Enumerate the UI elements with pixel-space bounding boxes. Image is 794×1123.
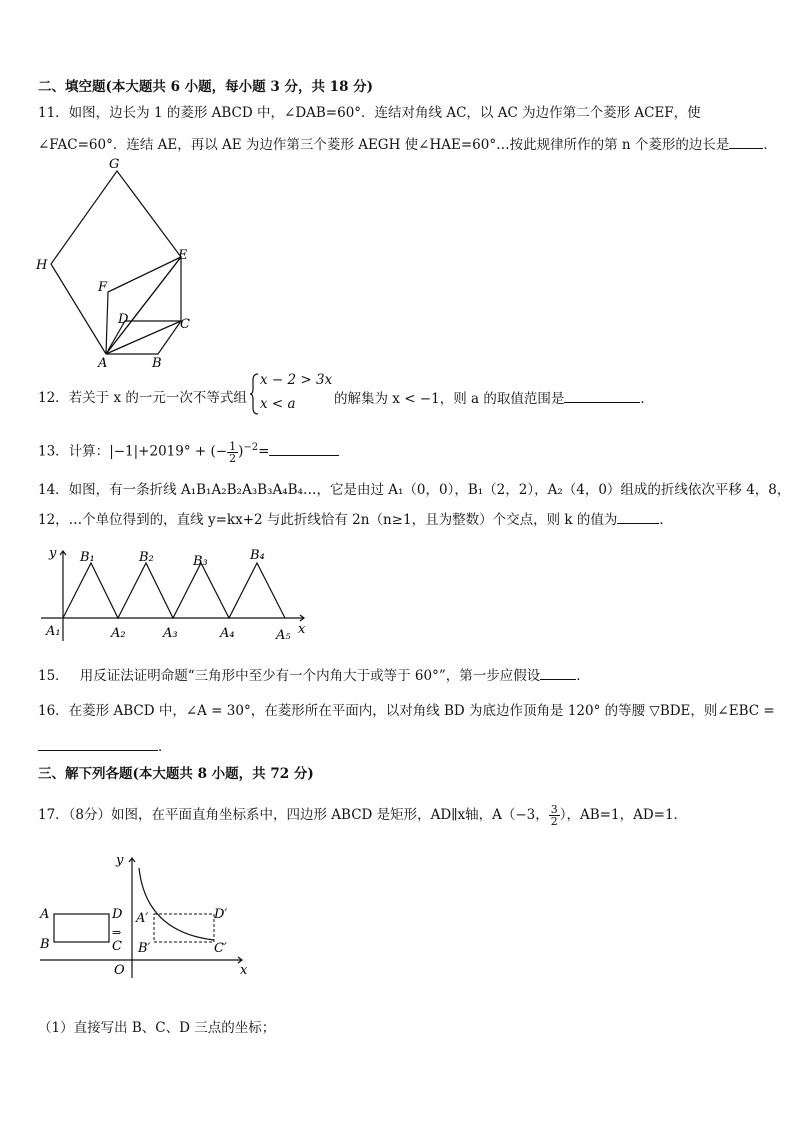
label-a: A xyxy=(40,907,50,922)
q16-answer-blank[interactable] xyxy=(38,736,158,751)
q11-text: ∠FAC=60°．连结 AE，再以 AE 为边作第三个菱形 AEGH 使∠HAE=60°…按此规律所作的第 n 个菱形的边长是 xyxy=(38,137,730,153)
q12-suffix-line xyxy=(334,388,654,409)
label-x: x xyxy=(298,622,306,637)
label-f: F xyxy=(98,280,108,295)
q11-rhombus-figure xyxy=(30,155,210,370)
q11-end: ． xyxy=(763,137,777,153)
label-a2: A₂ xyxy=(111,626,126,641)
q12-suffix: 的解集为 x < −1，则 a 的取值范围是 xyxy=(334,391,565,407)
label-h: H xyxy=(36,258,48,273)
label-d-prime: D′ xyxy=(214,907,228,922)
rectangle-abcd xyxy=(54,914,109,942)
label-b1: B₁ xyxy=(80,550,95,565)
q11-line-2 xyxy=(38,134,777,155)
q17-suffix: ），AB=1，AD=1． xyxy=(559,807,688,823)
q17-coordinate-figure xyxy=(36,850,256,980)
q12-inequality-system xyxy=(250,372,340,416)
q13-equals: = xyxy=(258,443,270,460)
label-a3: A₃ xyxy=(163,626,178,641)
label-d: D xyxy=(118,312,129,327)
q11-line-1: 11．如图，边长为 1 的菱形 ABCD 中，∠DAB=60°．连结对角线 AC，以 AC 为边作第二个菱形 ACEF，使 xyxy=(38,105,701,121)
q17-fraction xyxy=(549,804,560,827)
q16-line: 16．在菱形 ABCD 中，∠A = 30°，在菱形所在平面内，以对角线 BD 为底边作顶角是 120° 的等腰 ▽BDE，则∠EBC = xyxy=(38,703,775,719)
label-x: x xyxy=(240,963,248,978)
q12-row-2: x < a xyxy=(260,396,296,412)
label-c: C xyxy=(112,939,122,954)
label-e: E xyxy=(178,248,188,263)
label-y: y xyxy=(49,546,57,561)
brace-icon xyxy=(250,372,260,416)
label-g: G xyxy=(109,157,120,172)
q15-text: 15． 用反证法证明命题“三角形中至少有一个内角大于或等于 60°”，第一步应假设 xyxy=(38,668,541,684)
rectangle-translated xyxy=(154,914,214,942)
q13-line xyxy=(38,438,339,464)
q13-expr-1: |−1|+2019° + (− xyxy=(109,443,228,460)
q14-line-1: 14．如图，有一条折线 A₁B₁A₂B₂A₃B₃A₄B₄…，它是由过 A₁（0，0），B₁（2，2），A₂（4，0）组成的折线依次平移 4，8， xyxy=(38,482,791,498)
label-b2: B₂ xyxy=(139,550,154,565)
zigzag-polyline xyxy=(63,563,285,618)
section-3-heading: 三、解下列各题(本大题共 8 小题，共 72 分) xyxy=(38,766,314,782)
q15-answer-blank[interactable] xyxy=(540,665,576,680)
label-b: B xyxy=(40,937,50,952)
section-2-heading: 二、填空题(本大题共 6 小题，每小题 3 分，共 18 分) xyxy=(38,79,374,95)
q14-line-2 xyxy=(38,509,673,530)
label-c: C xyxy=(180,317,190,332)
q13-prefix: 13．计算： xyxy=(38,443,110,460)
q13-fraction xyxy=(227,441,238,464)
label-a5: A₅ xyxy=(276,628,291,643)
q15-end: ． xyxy=(576,668,590,684)
q17-prefix: 17．（8分）如图，在平面直角坐标系中，四边形 ABCD 是矩形，AD∥x轴，A（−3， xyxy=(38,807,549,823)
label-a-prime: A′ xyxy=(136,911,149,926)
q14-text: 12，…个单位得到的，直线 y=kx+2 与此折线恰有 2n（n≥1，且为整数）个交点，则 k 的值为 xyxy=(38,512,618,528)
q17-frac-num: 3 xyxy=(550,803,558,816)
q14-answer-blank[interactable] xyxy=(617,509,659,524)
hyperbola-curve xyxy=(139,868,214,940)
q15-line xyxy=(38,665,590,686)
q16-answer-line xyxy=(38,736,172,757)
q11-answer-blank[interactable] xyxy=(729,134,763,149)
q12-end: ． xyxy=(640,391,654,407)
q13-frac-den: 2 xyxy=(229,451,237,465)
q14-end: ． xyxy=(659,512,673,528)
label-a: A xyxy=(98,356,108,370)
q12-prefix: 12．若关于 x 的一元一次不等式组 xyxy=(38,390,247,406)
q17-frac-den: 2 xyxy=(550,815,558,828)
q13-frac-num: 1 xyxy=(229,439,237,453)
q13-exponent: −2 xyxy=(243,442,259,453)
label-y: y xyxy=(116,853,124,868)
arrow-icon: ⇒ xyxy=(112,926,122,939)
q16-end: ． xyxy=(158,739,172,755)
q12-row-1: x − 2 > 3x xyxy=(260,372,333,388)
q17-line xyxy=(38,804,687,827)
q17-sub-1: （1）直接写出 B、C、D 三点的坐标； xyxy=(38,1020,276,1036)
q14-zigzag-figure xyxy=(36,543,316,645)
label-b: B xyxy=(152,356,162,370)
label-b3: B₃ xyxy=(193,554,208,569)
label-c-prime: C′ xyxy=(214,941,227,956)
label-a4: A₄ xyxy=(220,626,235,641)
label-a1: A₁ xyxy=(46,624,61,639)
q13-expr-2: ) xyxy=(238,443,244,460)
label-b4: B₄ xyxy=(250,548,265,563)
q12-answer-blank[interactable] xyxy=(564,388,640,403)
label-b-prime: B′ xyxy=(138,941,151,956)
label-d: D xyxy=(112,907,123,922)
q13-answer-blank[interactable] xyxy=(269,441,339,456)
label-o: O xyxy=(114,963,125,978)
